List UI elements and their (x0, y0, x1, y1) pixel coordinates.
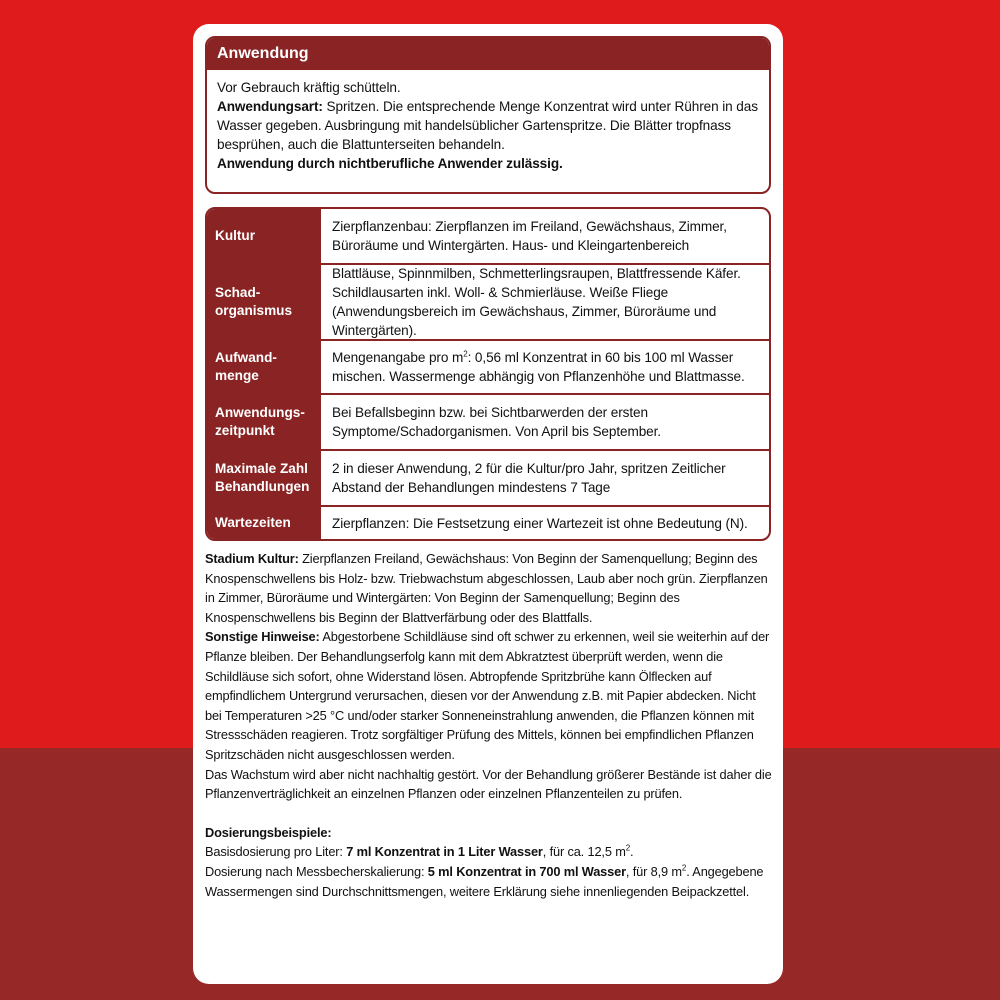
application-table (205, 207, 771, 541)
basis-end: . (630, 844, 634, 860)
wachstum-paragraph: Das Wachstum wird aber nicht nachhaltig gestört. Vor der Behandlung größerer Bestände ist daher die Pflanzenverträglichkeit an einzelnen Pflanzen oder einzelnen Pflanzenteilen zu prüfen. (205, 766, 772, 802)
table-row-aufwandmenge (207, 341, 769, 395)
row-key: Schad-organismus (207, 265, 321, 339)
basis-post: , für ca. 12,5 m (542, 844, 626, 860)
anwendung-section (205, 36, 771, 194)
table-row-schadorganismus (207, 265, 769, 341)
row-key: Wartezeiten (207, 507, 321, 539)
row-value: Blattläuse, Spinnmilben, Schmetterlingsraupen, Blattfressende Käfer. Schildlausarten inkl. Woll- & Schmierläuse. Weiße Fliege (Anwendungsbereich im Gewächshaus, Zimmer, Büroräume und Wintergärten). (321, 265, 769, 339)
anwendungsart-label: Anwendungsart: (217, 99, 323, 114)
anwendung-body (207, 70, 769, 173)
hinweise-text: Abgestorbene Schildläuse sind oft schwer zu erkennen, weil sie weiterhin auf der Pflanze bleiben. Der Behandlungserfolg kann mit dem Abkratztest überprüft werden, wenn die Schildläuse sich sofort, ohne Widerstand lösen. Abtropfende Spritzbrühe kann Ölflecken auf empfindlichem Untergrund verursachen, diesen vor der Anwendung z.B. mit Papier abdecken. Nicht bei Temperaturen >25 °C und/oder starker Sonneneinstrahlung anwenden, die Pflanzen können mit Stressschäden reagieren. Trotz sorgfältiger Prüfung des Mittels, können bei empfindlichen Pflanzen Spritzschäden nicht ausgeschlossen werden. (205, 629, 770, 762)
hinweise-paragraph (205, 627, 775, 764)
user-note-text: Anwendung durch nichtberufliche Anwender zulässig. (217, 156, 563, 171)
value-sup: 2 (463, 349, 468, 359)
row-key: Maximale Zahl Behandlungen (207, 451, 321, 505)
mess-post: , für 8,9 m (625, 863, 682, 879)
hinweise-label: Sonstige Hinweise: (205, 629, 320, 645)
basis-pre: Basisdosierung pro Liter: (205, 844, 347, 860)
anwendung-title: Anwendung (207, 38, 769, 70)
mess-end: . Angegebene Wassermengen sind Durchschnittsmengen, weitere Erklärung siehe innenliegenden Beipackzettel. (205, 863, 764, 899)
messbecher-dosierung (205, 862, 775, 901)
value-post: : 0,56 ml Konzentrat in 60 bis 100 ml Wasser mischen. Wassermenge abhängig von Pflanzenhöhe und Blattmasse. (332, 350, 745, 384)
value-pre: Mengenangabe pro m (332, 350, 464, 365)
row-value (321, 341, 769, 393)
stadium-paragraph (205, 549, 775, 627)
row-value: Zierpflanzenbau: Zierpflanzen im Freiland, Gewächshaus, Zimmer, Büroräume und Wintergärten. Haus- und Kleingartenbereich (321, 209, 769, 263)
stadium-text: Zierpflanzen Freiland, Gewächshaus: Von Beginn der Samenquellung; Beginn des Knospenschwellens bis Holz- bzw. Triebwachstum abgeschlossen, Laub aber noch grün. Zierpflanzen in Zimmer, Büroräume und Wintergärten: Von Beginn der Samenquellung; Beginn des Knospenschwellens bis Beginn der Blattverfärbung oder des Blattfalls. (205, 551, 768, 625)
spacer (205, 804, 775, 823)
mess-bold: 5 ml Konzentrat in 700 ml Wasser (427, 863, 626, 879)
dosierung-title-text: Dosierungsbeispiele: (205, 824, 332, 840)
anwendungsart-text: Spritzen. Die entsprechende Menge Konzentrat wird unter Rühren in das Wasser gegeben. Ausbringung mit handelsüblicher Gartenspritze. Die Blätter tropfnass besprühen, auch die Blattunterseiten behandeln. (217, 99, 758, 152)
notes-section (205, 549, 775, 901)
anwendungsart-paragraph (217, 97, 759, 154)
row-key: Kultur (207, 209, 321, 263)
stadium-label: Stadium Kultur: (205, 551, 299, 566)
table-row-zeitpunkt (207, 395, 769, 451)
row-value: 2 in dieser Anwendung, 2 für die Kultur/pro Jahr, spritzen Zeitlicher Abstand der Behandlungen mindestens 7 Tage (321, 451, 769, 505)
row-value: Bei Befallsbeginn bzw. bei Sichtbarwerden der ersten Symptome/Schadorganismen. Von April bis September. (321, 395, 769, 449)
basis-bold: 7 ml Konzentrat in 1 Liter Wasser (346, 844, 543, 860)
mess-sup: 2 (681, 863, 687, 873)
row-key: Anwendungs-zeitpunkt (207, 395, 321, 449)
shake-instruction: Vor Gebrauch kräftig schütteln. (217, 80, 401, 95)
table-row-kultur (207, 209, 769, 265)
row-value: Zierpflanzen: Die Festsetzung einer Wartezeit ist ohne Bedeutung (N). (321, 507, 769, 539)
user-note (217, 154, 759, 173)
basis-sup: 2 (625, 844, 631, 854)
label-card (193, 24, 783, 984)
dosierung-title (205, 823, 775, 843)
table-row-wartezeiten (207, 507, 769, 539)
row-key: Aufwand-menge (207, 341, 321, 393)
mess-pre: Dosierung nach Messbecherskalierung: (205, 863, 428, 879)
basis-dosierung (205, 842, 775, 862)
table-row-behandlungen (207, 451, 769, 507)
